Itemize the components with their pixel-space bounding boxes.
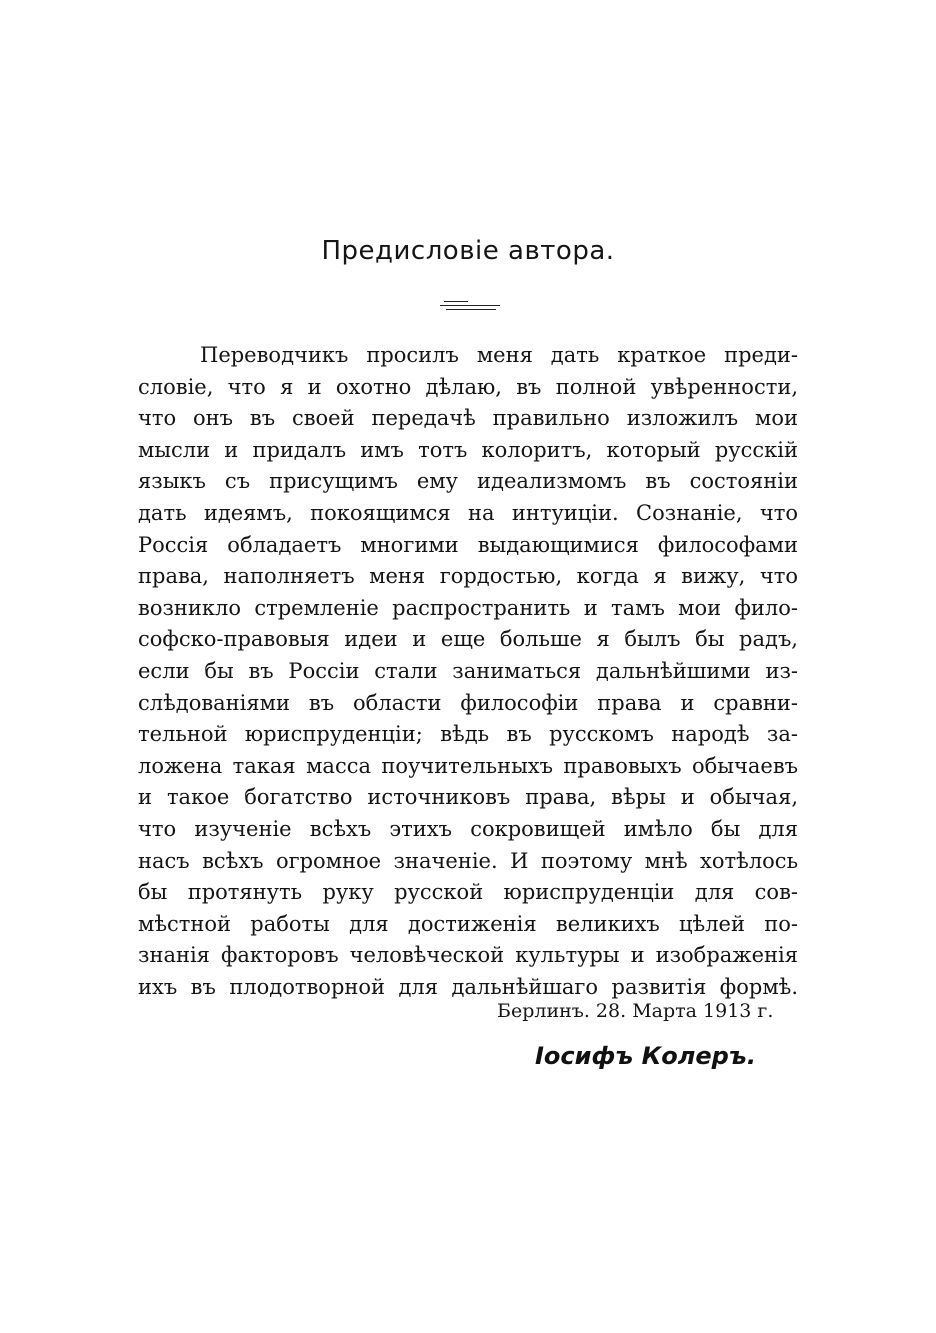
place-and-date: Берлинъ. 28. Марта 1913 г. xyxy=(497,1000,774,1022)
text-line: тельной юриспруденціи; вѣдь въ русскомъ народѣ за- xyxy=(138,722,798,747)
text-line: языкъ съ присущимъ ему идеализмомъ въ состояніи xyxy=(138,469,798,494)
page-title: Предисловіе автора. xyxy=(321,236,615,266)
text-line: если бы въ Россіи стали заниматься дальнѣйшими из- xyxy=(138,658,798,683)
text-line: знанія факторовъ человѣческой культуры и изображенія xyxy=(138,943,798,968)
text-line: Россія обладаетъ многими выдающимися философами xyxy=(138,532,798,557)
preface-body xyxy=(138,340,798,1003)
text-line: слѣдованіями въ области философіи права и сравни- xyxy=(138,690,798,715)
text-line: мысли и придалъ имъ тотъ колоритъ, который русскій xyxy=(138,437,798,462)
text-line: и такое богатство источниковъ права, вѣры и обычая, xyxy=(138,785,798,810)
text-line: словіе, что я и охотно дѣлаю, въ полной увѣренности, xyxy=(138,374,798,399)
author-signature: Іосифъ Колеръ. xyxy=(535,1042,756,1070)
text-line: ихъ въ плодотворной для дальнѣйшаго развитія формѣ. xyxy=(138,974,798,999)
text-line: софско-правовыя идеи и еще больше я былъ бы радъ, xyxy=(138,627,798,652)
text-line: бы протянуть руку русской юриспруденціи для сов- xyxy=(138,880,798,905)
text-line: дать идеямъ, покоящимся на интуиціи. Сознаніе, что xyxy=(138,500,798,525)
text-line: что изученіе всѣхъ этихъ сокровищей имѣло бы для xyxy=(138,816,798,841)
text-line: Переводчикъ просилъ меня дать краткое преди- xyxy=(200,343,798,367)
text-line: ложена такая масса поучительныхъ правовыхъ обычаевъ xyxy=(138,753,798,778)
text-line: права, наполняетъ меня гордостью, когда я вижу, что xyxy=(138,564,798,589)
title-ornament-rule xyxy=(440,300,500,312)
text-line: насъ всѣхъ огромное значеніе. И поэтому мнѣ хотѣлось xyxy=(138,848,798,873)
text-line: мѣстной работы для достиженія великихъ цѣлей по- xyxy=(138,911,798,936)
text-line: что онъ въ своей передачѣ правильно изложилъ мои xyxy=(138,406,798,431)
text-line: возникло стремленіе распространить и тамъ мои фило- xyxy=(138,595,798,620)
